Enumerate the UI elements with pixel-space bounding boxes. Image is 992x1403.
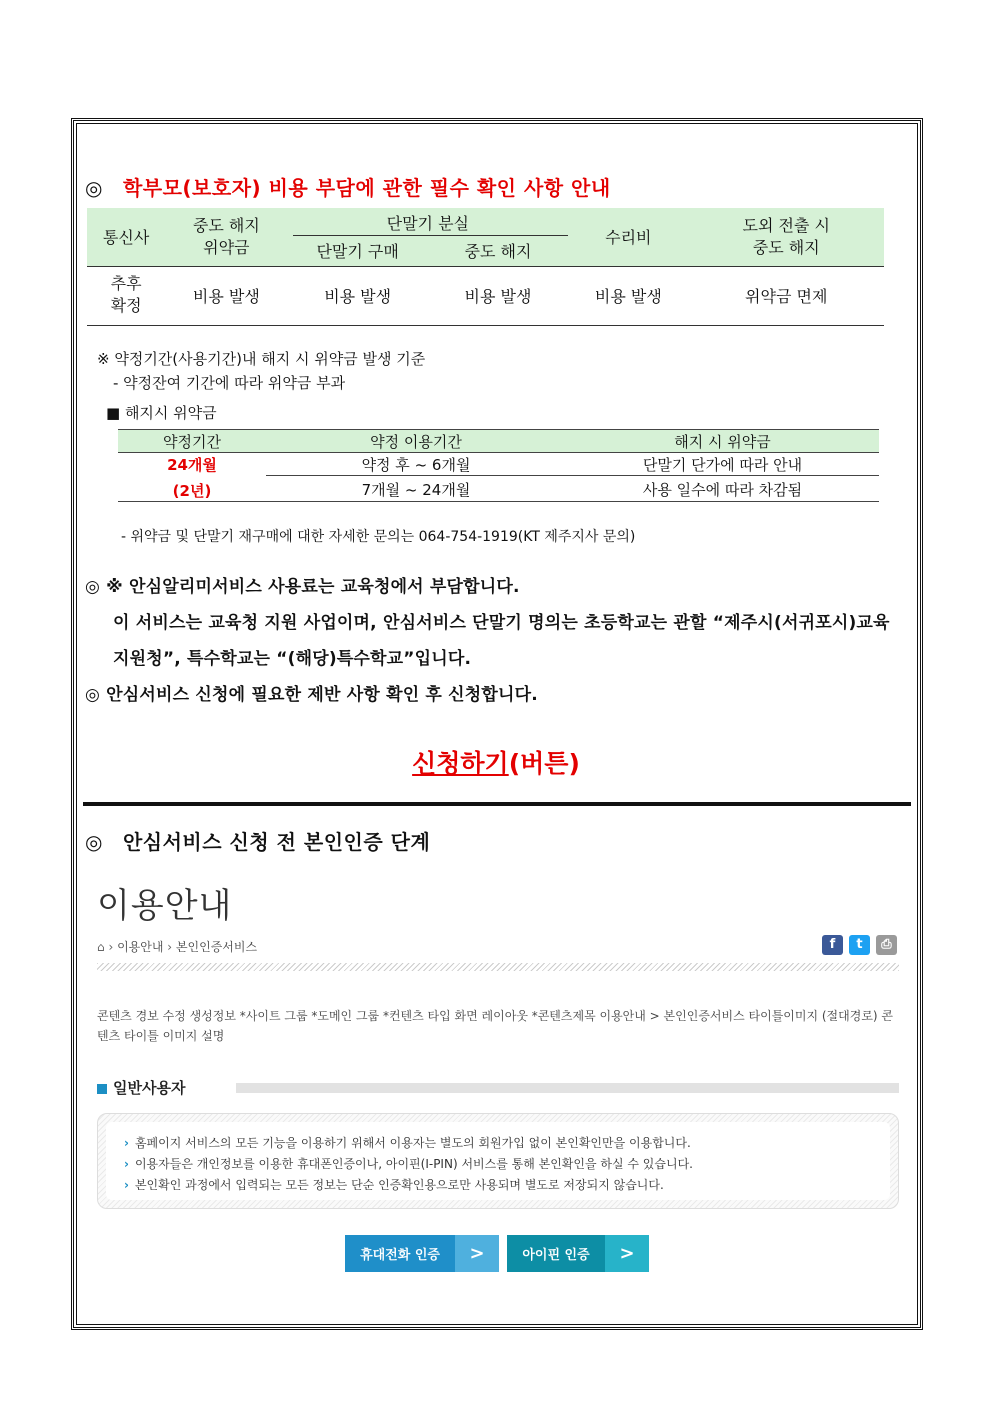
th-repair: 수리비 bbox=[568, 208, 688, 266]
td-mid-cancel: 비용 발생 bbox=[464, 286, 532, 306]
info-box bbox=[97, 1113, 899, 1209]
penalty-note-2: - 약정잔여 기간에 따라 위약금 부과 bbox=[113, 374, 346, 392]
td-carrier: 추후 확정 bbox=[110, 274, 142, 316]
th-device-purchase: 단말기 구매 bbox=[287, 236, 427, 266]
notice-line-1: ◎ ※ 안심알리미서비스 사용료는 교육청에서 부담합니다. bbox=[85, 577, 520, 597]
chevron-right-icon: › bbox=[124, 1136, 129, 1150]
penalty-value-1: 단말기 단가에 따라 안내 bbox=[642, 456, 803, 474]
penalty-th-period: 약정기간 bbox=[163, 433, 221, 451]
td-repair: 비용 발생 bbox=[594, 286, 662, 306]
home-icon[interactable]: ⌂ bbox=[97, 940, 105, 954]
section2-title bbox=[85, 826, 430, 855]
print-icon[interactable]: ⎙ bbox=[876, 935, 897, 955]
phone-auth-label: 휴대전화 인증 bbox=[345, 1235, 455, 1272]
penalty-header-row bbox=[118, 429, 879, 453]
phone-auth-button[interactable] bbox=[345, 1235, 499, 1272]
td-moving-out: 위약금 면제 bbox=[745, 286, 828, 306]
penalty-th-usage: 약정 이용기간 bbox=[370, 433, 462, 451]
th-early-term: 중도 해지 위약금 bbox=[165, 208, 287, 266]
section1-title bbox=[85, 172, 611, 201]
breadcrumb-item-usage[interactable]: 이용안내 bbox=[117, 940, 164, 954]
th-device-loss-label: 단말기 분실 bbox=[386, 213, 470, 233]
section2-text: 안심서비스 신청 전 본인인증 단계 bbox=[122, 830, 431, 854]
apply-label: 신청하기 bbox=[412, 749, 509, 778]
penalty-value-2: 사용 일수에 따라 차감됨 bbox=[642, 481, 803, 499]
apply-label-suffix: (버튼) bbox=[508, 749, 580, 778]
td-device-purchase: 비용 발생 bbox=[324, 286, 392, 306]
usage-guide-title: 이용안내 bbox=[97, 886, 233, 926]
title-divider bbox=[97, 963, 899, 971]
penalty-period-sub: (2년) bbox=[172, 482, 212, 500]
penalty-period: 24개월 bbox=[167, 456, 217, 474]
breadcrumb-item-auth[interactable]: 본인인증서비스 bbox=[175, 940, 258, 954]
info-item: › 본인확인 과정에서 입력되는 모든 정보는 단순 인증확인용으로만 사용되며 별도로 저장되지 않습니다. bbox=[124, 1178, 664, 1192]
twitter-icon[interactable]: t bbox=[849, 935, 870, 955]
inquiry-note: - 위약금 및 단말기 재구매에 대한 자세한 문의는 064-754-1919(KT 제주지사 문의) bbox=[121, 529, 636, 545]
chevron-right-icon: › bbox=[124, 1157, 129, 1171]
ipin-auth-label: 아이핀 인증 bbox=[507, 1235, 605, 1272]
fee-table-bottom-rule bbox=[87, 325, 884, 326]
breadcrumb: ⌂ › 이용안내 › 본인인증서비스 bbox=[97, 940, 258, 954]
penalty-usage-2: 7개월 ~ 24개월 bbox=[361, 481, 471, 499]
fee-table bbox=[87, 208, 884, 324]
section1-mark: ◎ bbox=[85, 176, 103, 200]
penalty-th-penalty: 해지 시 위약금 bbox=[674, 433, 771, 451]
chevron-right-icon: › bbox=[124, 1178, 129, 1192]
td-early-term: 비용 발생 bbox=[192, 286, 260, 306]
content-description: 콘텐츠 경보 수정 생성정보 *사이트 그룹 *도메인 그룹 *컨텐츠 타입 화면 레이아웃 *콘텐츠제목 이용안내 > 본인인증서비스 타이틀이미지 (절대경로) 콘텐츠 타이틀 이미지 설명 bbox=[97, 1009, 894, 1043]
notice-line-4: ◎ 안심서비스 신청에 필요한 제반 사항 확인 후 신청합니다. bbox=[85, 685, 538, 705]
th-mid-cancel: 중도 해지 bbox=[428, 236, 568, 266]
section2-mark: ◎ bbox=[85, 830, 103, 854]
facebook-icon[interactable]: f bbox=[822, 935, 843, 955]
general-user-heading bbox=[97, 1077, 185, 1098]
apply-button[interactable] bbox=[0, 744, 992, 780]
heading-bar bbox=[236, 1083, 899, 1093]
section1-text: 학부모(보호자) 비용 부담에 관한 필수 확인 사항 안내 bbox=[122, 176, 611, 200]
notice-line-2: 이 서비스는 교육청 지원 사업이며, 안심서비스 단말기 명의는 초등학교는 관할 “제주시(서귀포시)교육 bbox=[113, 613, 890, 633]
th-moving-out: 도외 전출 시 중도 해지 bbox=[688, 208, 884, 266]
th-device-loss bbox=[287, 208, 568, 236]
info-item: › 이용자들은 개인정보를 이용한 휴대폰인증이나, 아이핀(I-PIN) 서비스를 통해 본인확인을 하실 수 있습니다. bbox=[124, 1157, 693, 1171]
penalty-usage-1: 약정 후 ~ 6개월 bbox=[361, 456, 471, 474]
penalty-table bbox=[118, 429, 879, 502]
info-item: › 홈페이지 서비스의 모든 기능을 이용하기 위해서 이용자는 별도의 회원가입 없이 본인확인만을 이용합니다. bbox=[124, 1136, 691, 1150]
th-carrier: 통신사 bbox=[87, 208, 165, 266]
bullet-icon bbox=[97, 1084, 107, 1094]
chevron-right-icon: > bbox=[455, 1235, 499, 1272]
penalty-note-1: ※ 약정기간(사용기간)내 해지 시 위약금 발생 기준 bbox=[97, 350, 426, 368]
penalty-heading: ■ 해지시 위약금 bbox=[106, 404, 217, 422]
section-divider bbox=[83, 802, 911, 806]
chevron-right-icon: > bbox=[605, 1235, 649, 1272]
ipin-auth-button[interactable] bbox=[507, 1235, 649, 1272]
notice-line-3: 지원청”, 특수학교는 “(해당)특수학교”입니다. bbox=[113, 649, 472, 669]
general-user-label: 일반사용자 bbox=[113, 1079, 186, 1097]
